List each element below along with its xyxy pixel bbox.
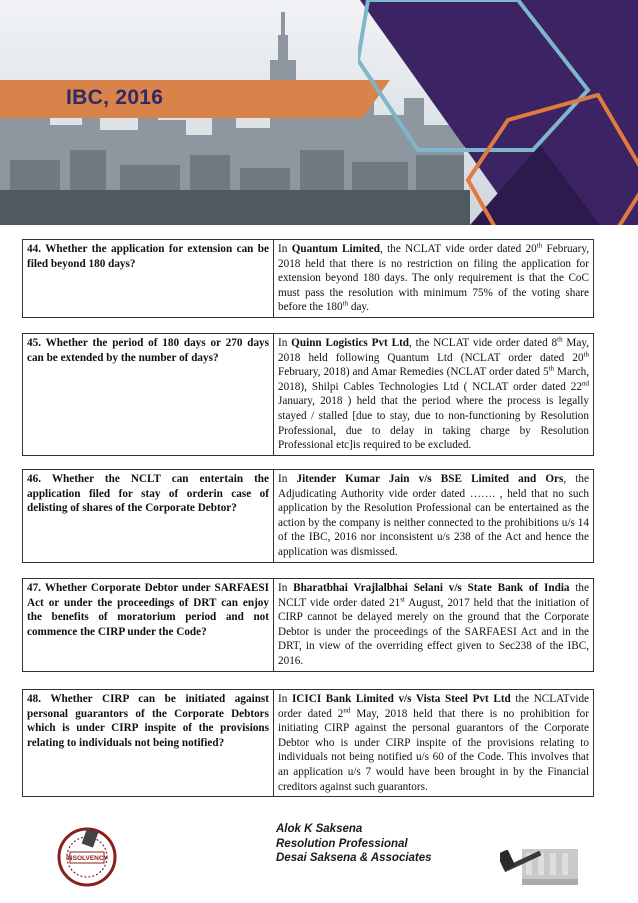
firm-name: Desai Saksena & Associates <box>276 852 432 864</box>
answer-46: In Jitender Kumar Jain v/s BSE Limited and Ors, the Adjudicating Authority vide order dated ……. , held that no such application by the Resolution Professional can be entertained as the action by the company is neither connected to the prohibitions u/s 14 of the IBC, 2016 nor inconsistent u/s 238 of the Act and hence the application was dismissed. <box>274 470 594 563</box>
question-44: 44. Whether the application for extension can be filed beyond 180 days? <box>23 240 274 318</box>
title-banner <box>0 80 390 118</box>
gavel-icon <box>500 835 586 887</box>
signature-block <box>276 822 432 866</box>
qa-table-47 <box>22 578 594 672</box>
question-46: 46. Whether the NCLT can entertain the application filed for stay of orderin case of delisting of shares of the Corporate Debtor? <box>23 470 274 563</box>
answer-45: In Quinn Logistics Pvt Ltd, the NCLAT vide order dated 8th May, 2018 held following Quantum Ltd (NCLAT order dated 20th February, 2018) and Amar Remedies (NCLAT order dated 5th March, 2018), Shilpi Cables Technologies Ltd ( NCLAT order dated 22nd January, 2018 ) held that the period where the process is legally stayed / stalled [due to stay, due to non-functioning by Resolution Professional, due to delay in taking charge by Resolution Professional etc]is required to be excluded. <box>274 334 594 456</box>
qa-table-48 <box>22 689 594 797</box>
answer-47: In Bharatbhai Vrajlalbhai Selani v/s State Bank of India the NCLT vide order dated 21st August, 2017 held that the initiation of CIRP cannot be delayed merely on the ground that the Corporate Debtor is under the proceedings of the SARFAESI Act and in the DRT, in view of the overriding effect given to Sec238 of the IBC, 2016. <box>274 579 594 672</box>
question-45: 45. Whether the period of 180 days or 270 days can be extended by the number of days? <box>23 334 274 456</box>
qa-table-44 <box>22 239 594 318</box>
decorative-hexagons <box>358 0 638 225</box>
answer-44: In Quantum Limited, the NCLAT vide order dated 20th February, 2018 held that there is no restriction on filing the application for extension beyond 180 days. The only requirement is that the CoC must pass the resolution with minimum 75% of the voting share before the 180th day. <box>274 240 594 318</box>
header-banner <box>0 0 638 225</box>
insolvency-seal-icon <box>56 826 118 888</box>
qa-table-46 <box>22 469 594 563</box>
case-name: Jitender Kumar Jain v/s BSE Limited and Ors <box>296 473 564 485</box>
seal-text: INSOLVENCY <box>66 855 108 862</box>
question-48: 48. Whether CIRP can be initiated against personal guarantors of the Corporate Debtors which is under CIRP inspite of the provisions relating to individuals not being notified? <box>23 690 274 797</box>
question-47: 47. Whether Corporate Debtor under SARFAESI Act or under the proceedings of DRT can enjoy the benefits of moratorium period and not commence the CIRP under the Code? <box>23 579 274 672</box>
signatory-role: Resolution Professional <box>276 837 408 850</box>
page-title: IBC, 2016 <box>66 86 164 109</box>
answer-48: In ICICI Bank Limited v/s Vista Steel Pvt Ltd the NCLATvide order dated 2nd May, 2018 held that there is no prohibition for initiating CIRP against the personal guarantors of the Corporate Debtor who is under CIRP inspite of the provisions relating to individuals not being notified u/s 60 of the Code. This involves that an application u/s 7 would have been brought in by the Financial creditors against such guarantors. <box>274 690 594 797</box>
case-name: Quantum Limited <box>291 243 380 255</box>
signatory-name: Alok K Saksena <box>276 823 363 835</box>
case-name: ICICI Bank Limited v/s Vista Steel Pvt Ltd <box>291 693 511 705</box>
case-name: Quinn Logistics Pvt Ltd <box>291 337 410 349</box>
qa-table-45 <box>22 333 594 456</box>
case-name: Bharatbhai Vrajlalbhai Selani v/s State Bank of India <box>293 582 570 594</box>
